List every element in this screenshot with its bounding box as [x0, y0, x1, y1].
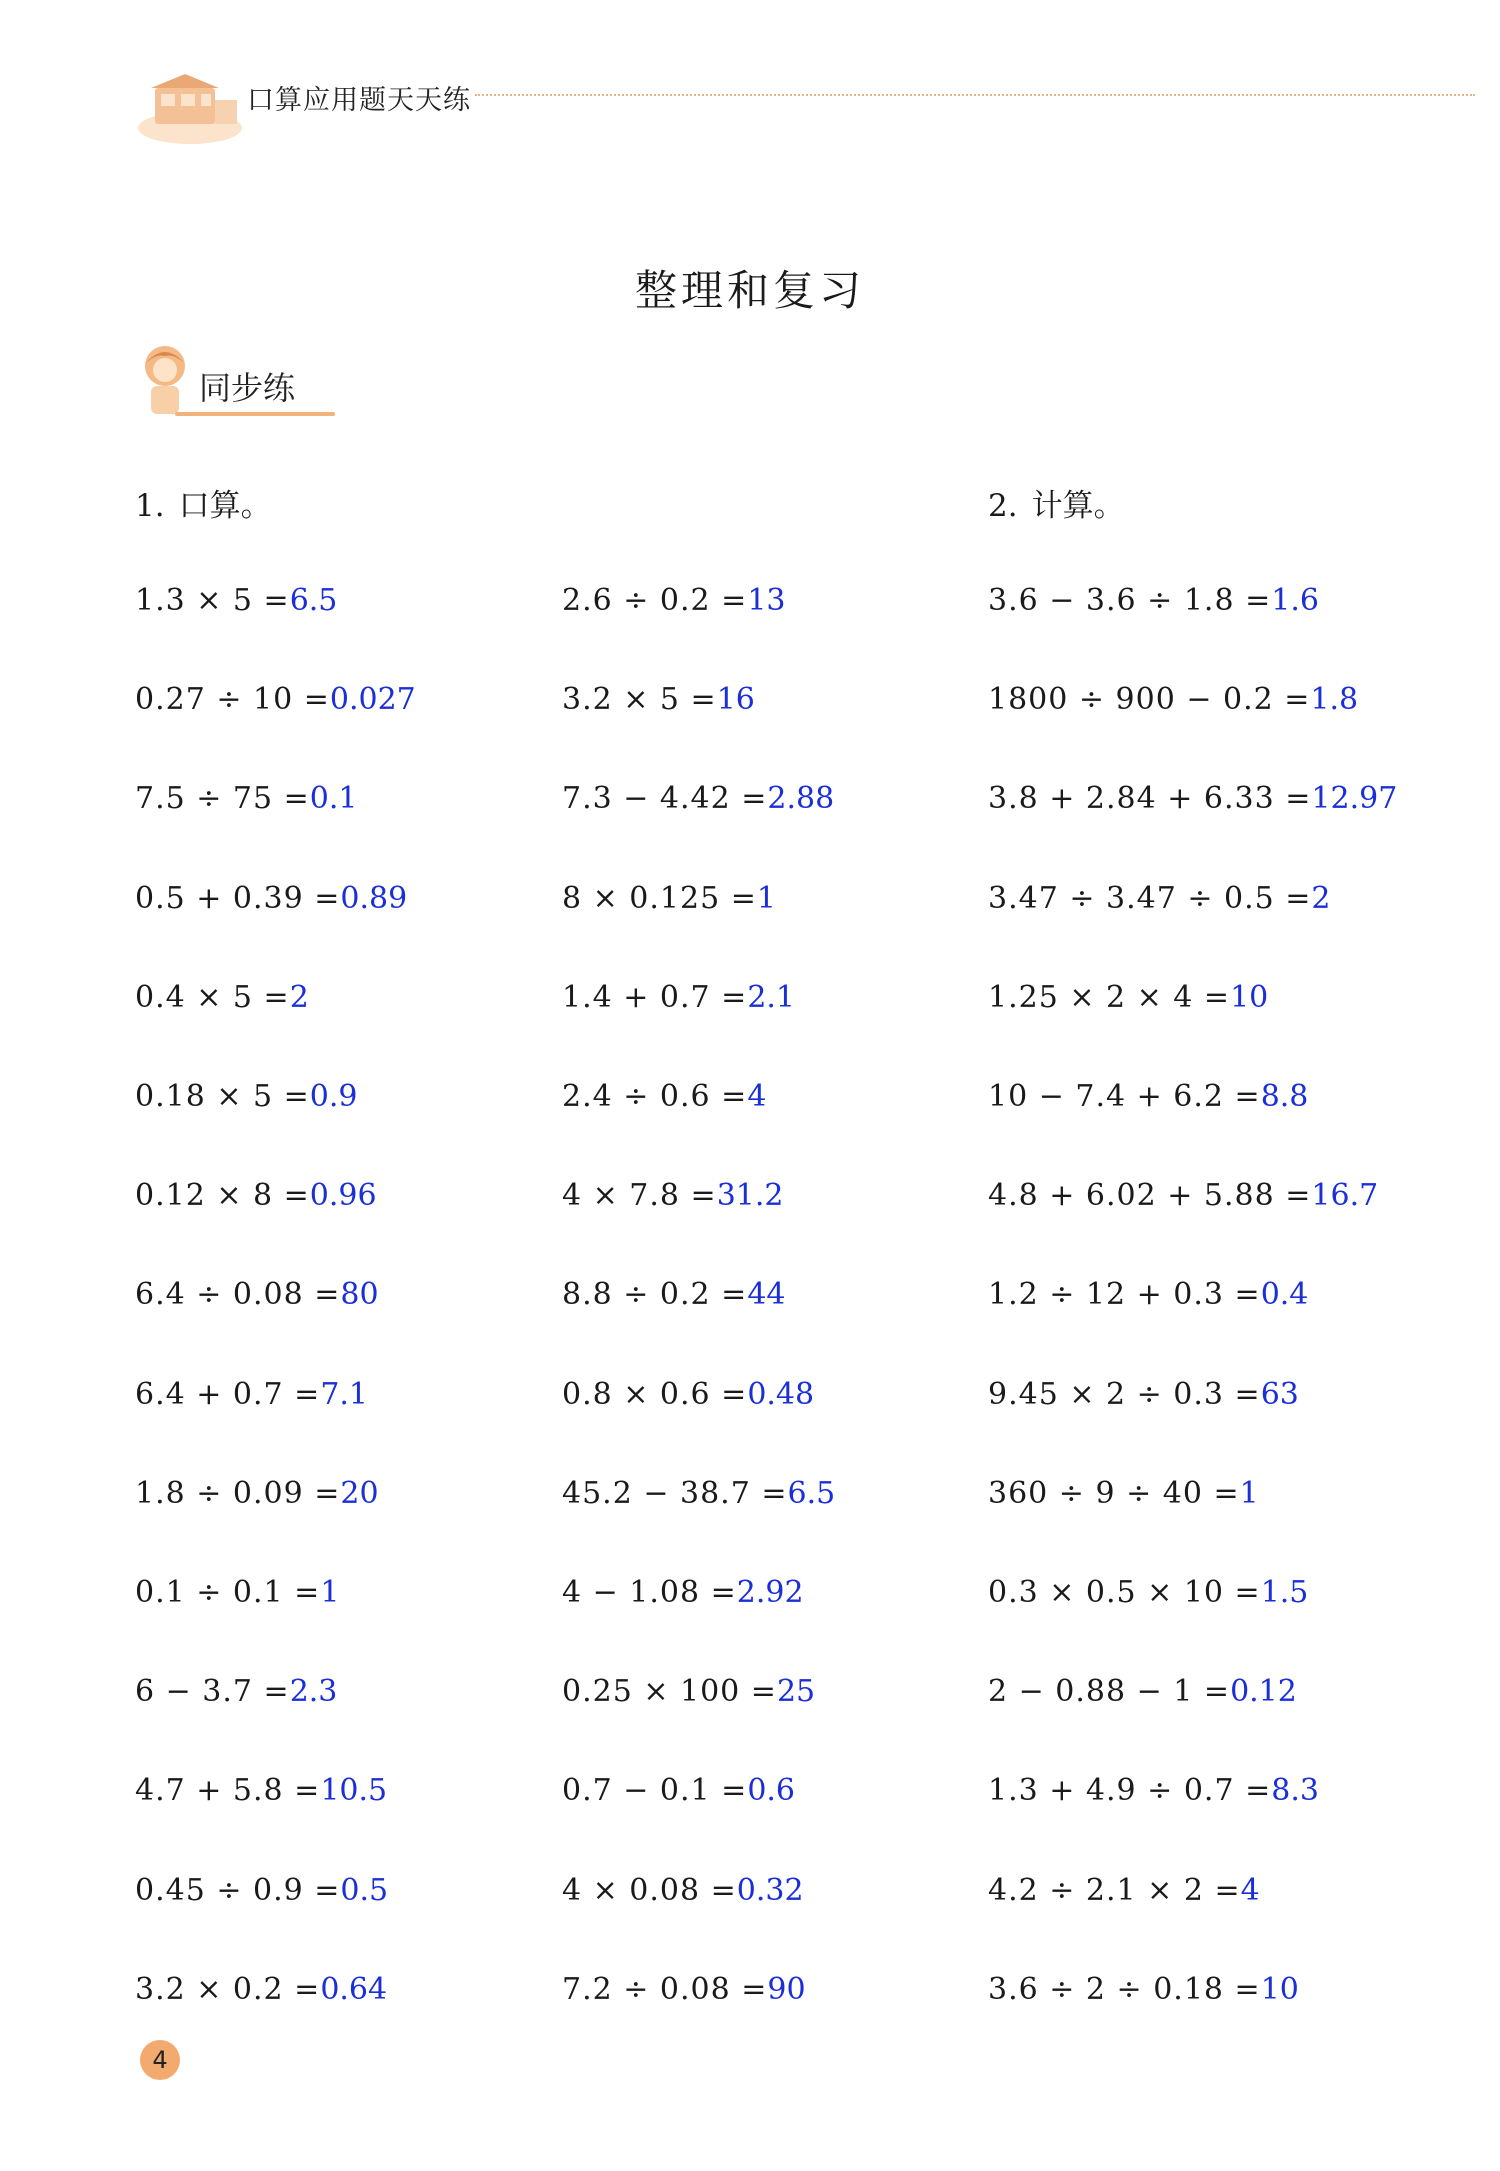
page-number: 4 — [140, 2040, 180, 2080]
problem-item — [988, 1873, 1260, 1908]
problem-answer: 1 — [320, 1575, 340, 1610]
problem-item — [135, 980, 309, 1015]
problem-item — [135, 682, 416, 717]
problem-item — [562, 1575, 804, 1610]
problem-expression: 45.2 − 38.7 = — [562, 1476, 788, 1511]
problem-answer: 10 — [1260, 1972, 1299, 2007]
problem-expression: 0.4 × 5 = — [135, 980, 290, 1015]
problem-expression: 4.2 ÷ 2.1 × 2 = — [988, 1873, 1241, 1908]
problem-item — [988, 1277, 1308, 1312]
question-2-heading — [988, 480, 1125, 525]
problem-item — [988, 980, 1268, 1015]
problem-expression: 2.4 ÷ 0.6 = — [562, 1079, 748, 1114]
problem-item — [988, 1476, 1259, 1511]
problem-expression: 7.3 − 4.42 = — [562, 781, 768, 816]
problem-item — [135, 1674, 337, 1709]
problem-item — [988, 1674, 1297, 1709]
problem-answer: 90 — [767, 1972, 806, 2007]
problem-answer: 2.3 — [289, 1674, 338, 1709]
problem-expression: 0.45 ÷ 0.9 = — [135, 1873, 341, 1908]
problem-expression: 6 − 3.7 = — [135, 1674, 290, 1709]
problem-answer: 2.88 — [767, 781, 835, 816]
problem-item — [135, 1773, 387, 1808]
problem-answer: 0.5 — [340, 1873, 389, 1908]
problem-item — [562, 1773, 795, 1808]
problem-answer: 0.12 — [1230, 1674, 1297, 1709]
problem-answer: 8.8 — [1260, 1079, 1309, 1114]
problem-answer: 0.48 — [747, 1377, 815, 1412]
problem-item — [562, 980, 795, 1015]
question-1-heading — [135, 480, 272, 525]
page-header — [135, 60, 1480, 150]
question-title: 计算。 — [1031, 488, 1125, 524]
problem-answer: 63 — [1260, 1377, 1299, 1412]
problem-expression: 1.8 ÷ 0.09 = — [135, 1476, 341, 1511]
problem-item — [988, 1773, 1319, 1808]
problem-expression: 10 − 7.4 + 6.2 = — [988, 1079, 1261, 1114]
problem-expression: 360 ÷ 9 ÷ 40 = — [988, 1476, 1240, 1511]
problem-item — [562, 1674, 815, 1709]
header-title: 口算应用题天天练 — [247, 85, 471, 116]
problem-expression: 2 − 0.88 − 1 = — [988, 1674, 1231, 1709]
problem-answer: 16.7 — [1311, 1178, 1379, 1213]
problem-item — [988, 1178, 1378, 1213]
problem-answer: 10.5 — [320, 1773, 388, 1808]
problem-item — [562, 781, 834, 816]
problem-expression: 0.3 × 0.5 × 10 = — [988, 1575, 1261, 1610]
question-number: 1. — [135, 488, 165, 524]
problem-item — [562, 1377, 814, 1412]
problem-expression: 4.8 + 6.02 + 5.88 = — [988, 1178, 1312, 1213]
problem-expression: 3.2 × 5 = — [562, 682, 717, 717]
problem-expression: 4 − 1.08 = — [562, 1575, 737, 1610]
problem-expression: 0.25 × 100 = — [562, 1674, 777, 1709]
problem-item — [988, 881, 1331, 916]
problem-expression: 1.4 + 0.7 = — [562, 980, 748, 1015]
question-title: 口算。 — [178, 488, 272, 524]
problem-expression: 0.5 + 0.39 = — [135, 881, 341, 916]
problem-answer: 13 — [747, 583, 786, 618]
problem-item — [988, 1972, 1299, 2007]
problem-answer: 16 — [716, 682, 755, 717]
problem-item — [135, 881, 407, 916]
problem-expression: 7.2 ÷ 0.08 = — [562, 1972, 768, 2007]
problem-expression: 9.45 × 2 ÷ 0.3 = — [988, 1377, 1261, 1412]
header-divider — [475, 94, 1475, 96]
problem-answer: 1 — [756, 881, 776, 916]
student-illustration-icon — [135, 340, 197, 420]
problem-item — [562, 682, 755, 717]
problem-expression: 4.7 + 5.8 = — [135, 1773, 321, 1808]
problem-answer: 0.64 — [320, 1972, 388, 2007]
problem-expression: 1.25 × 2 × 4 = — [988, 980, 1231, 1015]
problem-answer: 0.96 — [309, 1178, 377, 1213]
problem-answer: 1.5 — [1260, 1575, 1309, 1610]
problem-expression: 0.27 ÷ 10 = — [135, 682, 330, 717]
problem-item — [988, 1377, 1299, 1412]
problem-answer: 25 — [776, 1674, 816, 1709]
problem-item — [135, 781, 357, 816]
problem-answer: 2 — [1311, 881, 1331, 916]
problem-item — [135, 1377, 368, 1412]
problem-expression: 8.8 ÷ 0.2 = — [562, 1277, 748, 1312]
problem-expression: 0.8 × 0.6 = — [562, 1377, 748, 1412]
problem-answer: 2.1 — [747, 980, 796, 1015]
problem-answer: 6.5 — [289, 583, 338, 618]
problem-answer: 80 — [340, 1277, 379, 1312]
problem-expression: 0.7 − 0.1 = — [562, 1773, 748, 1808]
problem-answer: 0.1 — [309, 781, 358, 816]
problem-expression: 3.47 ÷ 3.47 ÷ 0.5 = — [988, 881, 1312, 916]
problem-expression: 6.4 + 0.7 = — [135, 1377, 321, 1412]
building-illustration-icon — [135, 70, 255, 150]
problem-item — [988, 583, 1319, 618]
problem-expression: 4 × 0.08 = — [562, 1873, 737, 1908]
problem-item — [135, 1972, 387, 2007]
problem-item — [562, 1079, 766, 1114]
problem-expression: 1.3 + 4.9 ÷ 0.7 = — [988, 1773, 1272, 1808]
problem-expression: 8 × 0.125 = — [562, 881, 757, 916]
problem-answer: 6.5 — [787, 1476, 836, 1511]
problem-item — [562, 1476, 835, 1511]
problem-expression: 0.1 ÷ 0.1 = — [135, 1575, 321, 1610]
problem-expression: 4 × 7.8 = — [562, 1178, 717, 1213]
problem-expression: 0.12 × 8 = — [135, 1178, 310, 1213]
problem-answer: 31.2 — [716, 1178, 784, 1213]
problem-answer: 1.8 — [1310, 682, 1359, 717]
problem-item — [562, 583, 786, 618]
problem-item — [988, 1079, 1308, 1114]
problem-expression: 7.5 ÷ 75 = — [135, 781, 310, 816]
problem-item — [135, 1178, 377, 1213]
problem-expression: 3.6 − 3.6 ÷ 1.8 = — [988, 583, 1272, 618]
problem-item — [135, 1873, 388, 1908]
problem-answer: 7.1 — [320, 1377, 369, 1412]
problem-item — [135, 583, 337, 618]
problem-answer: 0.6 — [747, 1773, 796, 1808]
problem-answer: 8.3 — [1271, 1773, 1319, 1808]
problem-answer: 2 — [289, 980, 309, 1015]
problem-item — [135, 1079, 357, 1114]
problem-item — [135, 1476, 379, 1511]
problem-expression: 1.3 × 5 = — [135, 583, 290, 618]
question-number: 2. — [988, 488, 1018, 524]
problem-answer: 10 — [1230, 980, 1269, 1015]
problem-answer: 0.89 — [340, 881, 408, 916]
problem-item — [988, 1575, 1308, 1610]
problem-answer: 0.9 — [309, 1079, 358, 1114]
problem-expression: 3.8 + 2.84 + 6.33 = — [988, 781, 1312, 816]
problem-item — [562, 1873, 804, 1908]
problem-expression: 1.2 ÷ 12 + 0.3 = — [988, 1277, 1261, 1312]
problem-answer: 12.97 — [1311, 781, 1398, 816]
problem-answer: 20 — [340, 1476, 379, 1511]
problem-answer: 0.32 — [736, 1873, 804, 1908]
problem-item — [562, 1277, 786, 1312]
problem-answer: 2.92 — [736, 1575, 804, 1610]
problem-item — [562, 881, 776, 916]
section-badge — [135, 340, 335, 420]
problem-expression: 0.18 × 5 = — [135, 1079, 310, 1114]
problem-expression: 3.6 ÷ 2 ÷ 0.18 = — [988, 1972, 1261, 2007]
section-underline — [175, 412, 335, 416]
problem-item — [135, 1277, 379, 1312]
problem-answer: 0.027 — [329, 682, 416, 717]
problem-item — [562, 1972, 806, 2007]
problem-item — [988, 781, 1397, 816]
problem-item — [135, 1575, 339, 1610]
problem-expression: 6.4 ÷ 0.08 = — [135, 1277, 341, 1312]
problem-expression: 2.6 ÷ 0.2 = — [562, 583, 748, 618]
problem-answer: 4 — [1240, 1873, 1260, 1908]
problem-item — [562, 1178, 783, 1213]
problem-expression: 1800 ÷ 900 − 0.2 = — [988, 682, 1311, 717]
problem-expression: 3.2 × 0.2 = — [135, 1972, 321, 2007]
problem-answer: 4 — [747, 1079, 767, 1114]
problem-answer: 1 — [1239, 1476, 1259, 1511]
problem-answer: 1.6 — [1271, 583, 1319, 618]
section-label: 同步练 — [199, 369, 296, 407]
problem-answer: 44 — [747, 1277, 786, 1312]
problem-answer: 0.4 — [1260, 1277, 1309, 1312]
page-title: 整理和复习 — [634, 266, 865, 315]
problem-item — [988, 682, 1358, 717]
